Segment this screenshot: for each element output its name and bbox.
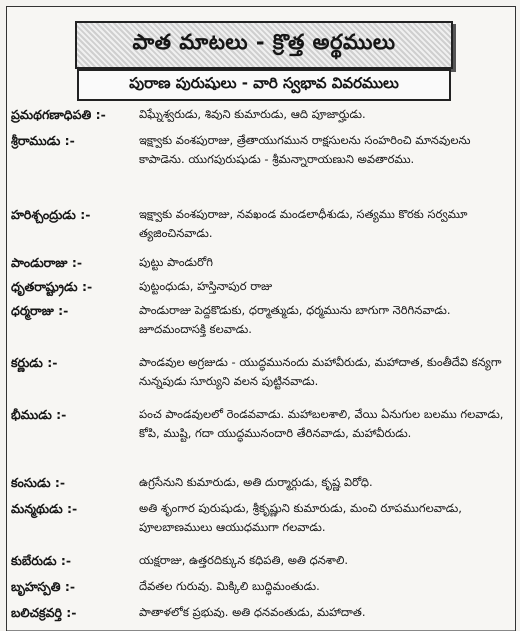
entry-definition: పాండురాజు పెద్దకొడుకు, ధర్మాత్ముడు, ధర్మమును బాగుగా నెరిగినవాడు. జూదమందాసక్తి కలవాడు. xyxy=(139,303,451,336)
page-title: పాత మాటలు - క్రొత్త అర్థములు xyxy=(132,30,396,54)
entry-term: కంసుడు :- xyxy=(11,475,66,490)
entry-term: ప్రమథగణాధిపతి :- xyxy=(11,107,106,122)
entry-term: ధృతరాష్ట్రుడు :- xyxy=(11,279,93,294)
entry-definition: పాండవుల అగ్రజుడు - యుద్ధమునందు మహావీరుడు, మహాదాత, కుంతీదేవి కన్యగా నున్నపుడు సూర్యుని వలన పుట్టినవాడు. xyxy=(139,355,502,388)
title-banner xyxy=(75,21,453,69)
entry-definition: పాతాళలోక ప్రభువు. అతి ధనవంతుడు, మహాదాత. xyxy=(139,605,366,619)
document-page xyxy=(6,6,516,631)
entry-definition: ఇక్ష్వాకు వంశపురాజు, నవఖండ మండలాధీశుడు, సత్యము కొరకు సర్వమూ త్యజించినవాడు. xyxy=(139,207,468,240)
entry-definition: దేవతల గురువు. మిక్కిలి బుద్ధిమంతుడు. xyxy=(139,579,320,593)
entry-term: బృహస్పతి :- xyxy=(11,579,76,594)
page-subtitle: పురాణ పురుషులు - వారి స్వభావ వివరములు xyxy=(129,74,399,92)
entry-definition: యక్షరాజు, ఉత్తరదిక్కున కధిపతి, అతి ధనశాలి. xyxy=(139,553,349,567)
entry-term: పాండురాజు :- xyxy=(11,255,83,270)
entry-definition: పుట్టు పాండురోగి xyxy=(139,255,213,269)
entry-definition: పంచ పాండవులలో రెండవవాడు. మహాబలశాలి, వేయి ఏనుగుల బలము గలవాడు, కోపి, ముష్టి, గదా యుద్ధమునందారి తేరినవాడు, మహావీరుడు. xyxy=(139,407,504,440)
entry-definition: ఇక్ష్వాకు వంశపురాజు, త్రేతాయుగమున రాక్షసులను సంహరించి మానవులను కాపాడెను. యుగపురుషుడు - శ్రీమన్నారాయణుని అవతారము. xyxy=(139,133,471,166)
entry-term: కర్ణుడు :- xyxy=(11,355,58,370)
entry-definition: విఘ్నేశ్వరుడు, శివుని కుమారుడు, ఆది పూజార్హుడు. xyxy=(139,107,366,121)
entry-definition: అతి శృంగార పురుషుడు, శ్రీకృష్ణుని కుమారుడు, మంచి రూపముగలవాడు, పూలబాణములు ఆయుధముగా గలవాడు. xyxy=(139,501,462,534)
entry-definition: ఉగ్రసేనుని కుమారుడు, అతి దుర్మార్గుడు, కృష్ణ విరోధి. xyxy=(139,475,373,489)
entry-term: బలిచక్రవర్తి :- xyxy=(11,605,77,620)
subtitle-banner xyxy=(77,69,451,101)
entry-term: కుబేరుడు :- xyxy=(11,553,72,568)
entry-term: ధర్మరాజు :- xyxy=(11,303,69,318)
entry-term: శ్రీరాముడు :- xyxy=(11,133,75,148)
entry-term: హరిశ్చంద్రుడు :- xyxy=(11,207,91,222)
entry-term: మన్మథుడు :- xyxy=(11,501,78,516)
entry-term: భీముడు :- xyxy=(11,407,67,422)
entry-definition: పుట్టంధుడు, హస్తినాపుర రాజు xyxy=(139,279,273,293)
